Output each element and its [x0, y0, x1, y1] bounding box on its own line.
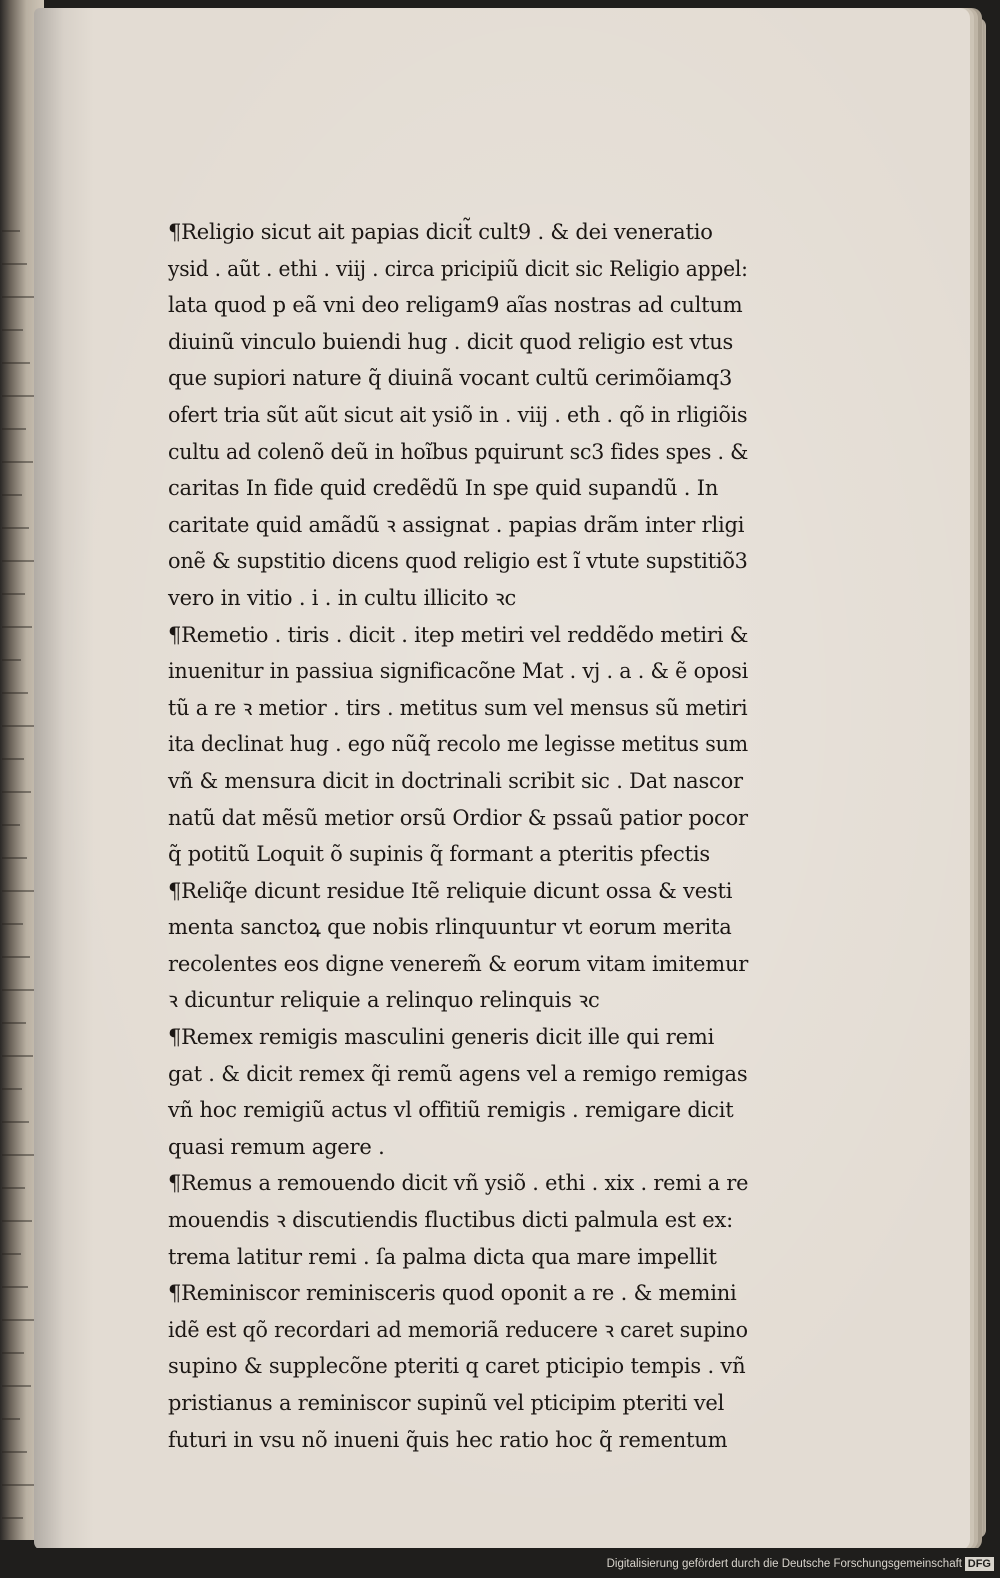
dfg-logo: DFG — [965, 1557, 994, 1571]
bleed-mark — [2, 593, 25, 595]
text-line: vñ & mensura dicit in doctrinali scribit sic . Dat nascor — [168, 768, 743, 793]
bleed-mark — [2, 428, 26, 430]
text-block — [168, 214, 748, 1458]
bleed-mark — [2, 1319, 35, 1321]
text-line: q̃ potitũ Loquit õ supinis q̃ formant a pteritis pfectis — [168, 842, 710, 867]
bleed-mark — [2, 1451, 27, 1453]
bleed-mark — [2, 989, 37, 991]
funding-notice: Digitalisierung gefördert durch die Deutsche Forschungsgemeinschaft — [606, 1558, 962, 1570]
bleed-mark — [2, 659, 21, 661]
bleed-mark — [2, 527, 29, 529]
text-line: diuinũ vinculo buiendi hug . dicit quod religio est vtus — [168, 329, 734, 354]
bleed-mark — [2, 1055, 33, 1057]
text-line: cultu ad colenõ deũ in hoĩbus pquirunt sc3 fides spes . & — [168, 439, 749, 464]
bleed-mark — [2, 758, 24, 760]
bleed-mark — [2, 791, 31, 793]
bleed-mark — [2, 956, 30, 958]
text-line: caritas In fide quid credẽdũ In spe quid supandũ . In — [168, 476, 719, 501]
footer-bar — [0, 1548, 1000, 1578]
bleed-mark — [2, 626, 32, 628]
bleed-mark — [2, 890, 34, 892]
text-line: ¶Remus a remouendo dicit vñ ysiõ . ethi . xix . remi a re — [168, 1171, 749, 1196]
text-line: ꝛ dicuntur reliquie a relinquo relinquis ꝛc — [168, 988, 600, 1013]
bleed-mark — [2, 857, 27, 859]
text-line: ofert tria sũt aũt sicut ait ysiõ in . viij . eth . qõ in rligiõis — [168, 402, 748, 427]
text-line: mouendis ꝛ discutiendis fluctibus dicti palmula est ex: — [168, 1208, 734, 1233]
text-line: futuri in vsu nõ inueni q̃uis hec ratio hoc q̃ rementum — [168, 1427, 728, 1452]
text-line: que supiori nature q̃ diuinã vocant cultũ cerimõiamq3 — [168, 366, 733, 391]
bleed-mark — [2, 1121, 29, 1123]
text-line: natũ dat mẽsũ metior orsũ Ordior & pssaũ patior pocor — [168, 805, 748, 830]
text-line: ¶Remetio . tiris . dicit . itep metiri vel reddẽdo metiri & — [168, 622, 749, 647]
text-line: trema latitur remi . ſa palma dicta qua mare impellit — [168, 1244, 717, 1269]
bleed-mark — [2, 1484, 34, 1486]
text-line: menta sanctoꝝ que nobis rlinquuntur vt eorum merita — [168, 915, 732, 940]
bleed-mark — [2, 1517, 23, 1519]
text-line: onẽ & supstitio dicens quod religio est ĩ vtute supstitiõ3 — [168, 549, 748, 574]
text-line: caritate quid amãdũ ꝛ assignat . papias drãm inter rligi — [168, 512, 745, 537]
text-line: ¶Reminiscor reminisceris quod oponit a re . & memini — [168, 1281, 737, 1306]
text-line: ¶Reliq̃e dicunt residue Itẽ reliquie dicunt ossa & vesti — [168, 878, 733, 903]
text-line: ¶Religio sicut ait papias dicit̃ cult9 . & dei veneratio — [168, 220, 713, 244]
bleed-mark — [2, 395, 37, 397]
bleed-mark — [2, 1352, 24, 1354]
bleed-mark — [2, 725, 35, 727]
bleed-mark — [2, 1022, 26, 1024]
bleed-mark — [2, 1253, 21, 1255]
text-line: tũ a re ꝛ metior . tirs . metitus sum vel mensus sũ metiri — [168, 695, 748, 720]
bleed-mark — [2, 1154, 36, 1156]
text-line: idẽ est qõ recordari ad memoriã reducere ꝛ caret supino — [168, 1317, 748, 1342]
bleed-mark — [2, 1088, 22, 1090]
bleed-mark — [2, 1220, 32, 1222]
text-line: lata quod p eã vni deo religam9 aĩas nostras ad cultum — [168, 293, 743, 318]
bleed-mark — [2, 923, 23, 925]
bleed-mark — [2, 1418, 20, 1420]
bleed-mark — [2, 230, 20, 232]
text-line: gat . & dicit remex q̃i remũ agens vel a remigo remigas — [168, 1061, 748, 1086]
text-line: ysid . aũt . ethi . viij . circa pricipiũ dicit sic Religio appel: — [168, 256, 748, 281]
bleed-mark — [2, 329, 23, 331]
text-line: pristianus a reminiscor supinũ vel pticipim pteriti vel — [168, 1391, 725, 1415]
bleed-mark — [2, 692, 28, 694]
bleed-mark — [2, 824, 20, 826]
bleed-mark — [2, 263, 27, 265]
bleed-mark — [2, 362, 30, 364]
bleed-mark — [2, 1286, 28, 1288]
text-line: ita declinat hug . ego nũq̃ recolo me legisse metitus sum — [168, 732, 749, 757]
text-line: recolentes eos digne venerem̃ & eorum vitam imitemur — [168, 951, 749, 976]
bleed-mark — [2, 494, 22, 496]
bleed-mark — [2, 461, 33, 463]
text-line: ¶Remex remigis masculini generis dicit ille qui remi — [168, 1025, 715, 1050]
bleed-mark — [2, 296, 34, 298]
text-line: vñ hoc remigiũ actus vl offitiũ remigis . remigare dicit — [168, 1098, 734, 1123]
text-line: vero in vitio . i . in cultu illicito ꝛc — [168, 585, 517, 610]
text-line: supino & supplecõne pteriti q caret pticipio tempis . vñ — [168, 1354, 746, 1379]
bleed-mark — [2, 1187, 25, 1189]
text-line: inuenitur in passiua significacõne Mat . vj . a . & ẽ oposi — [168, 659, 749, 684]
bleed-mark — [2, 1385, 31, 1387]
text-line: quasi remum agere . — [168, 1134, 385, 1159]
bleed-mark — [2, 560, 36, 562]
